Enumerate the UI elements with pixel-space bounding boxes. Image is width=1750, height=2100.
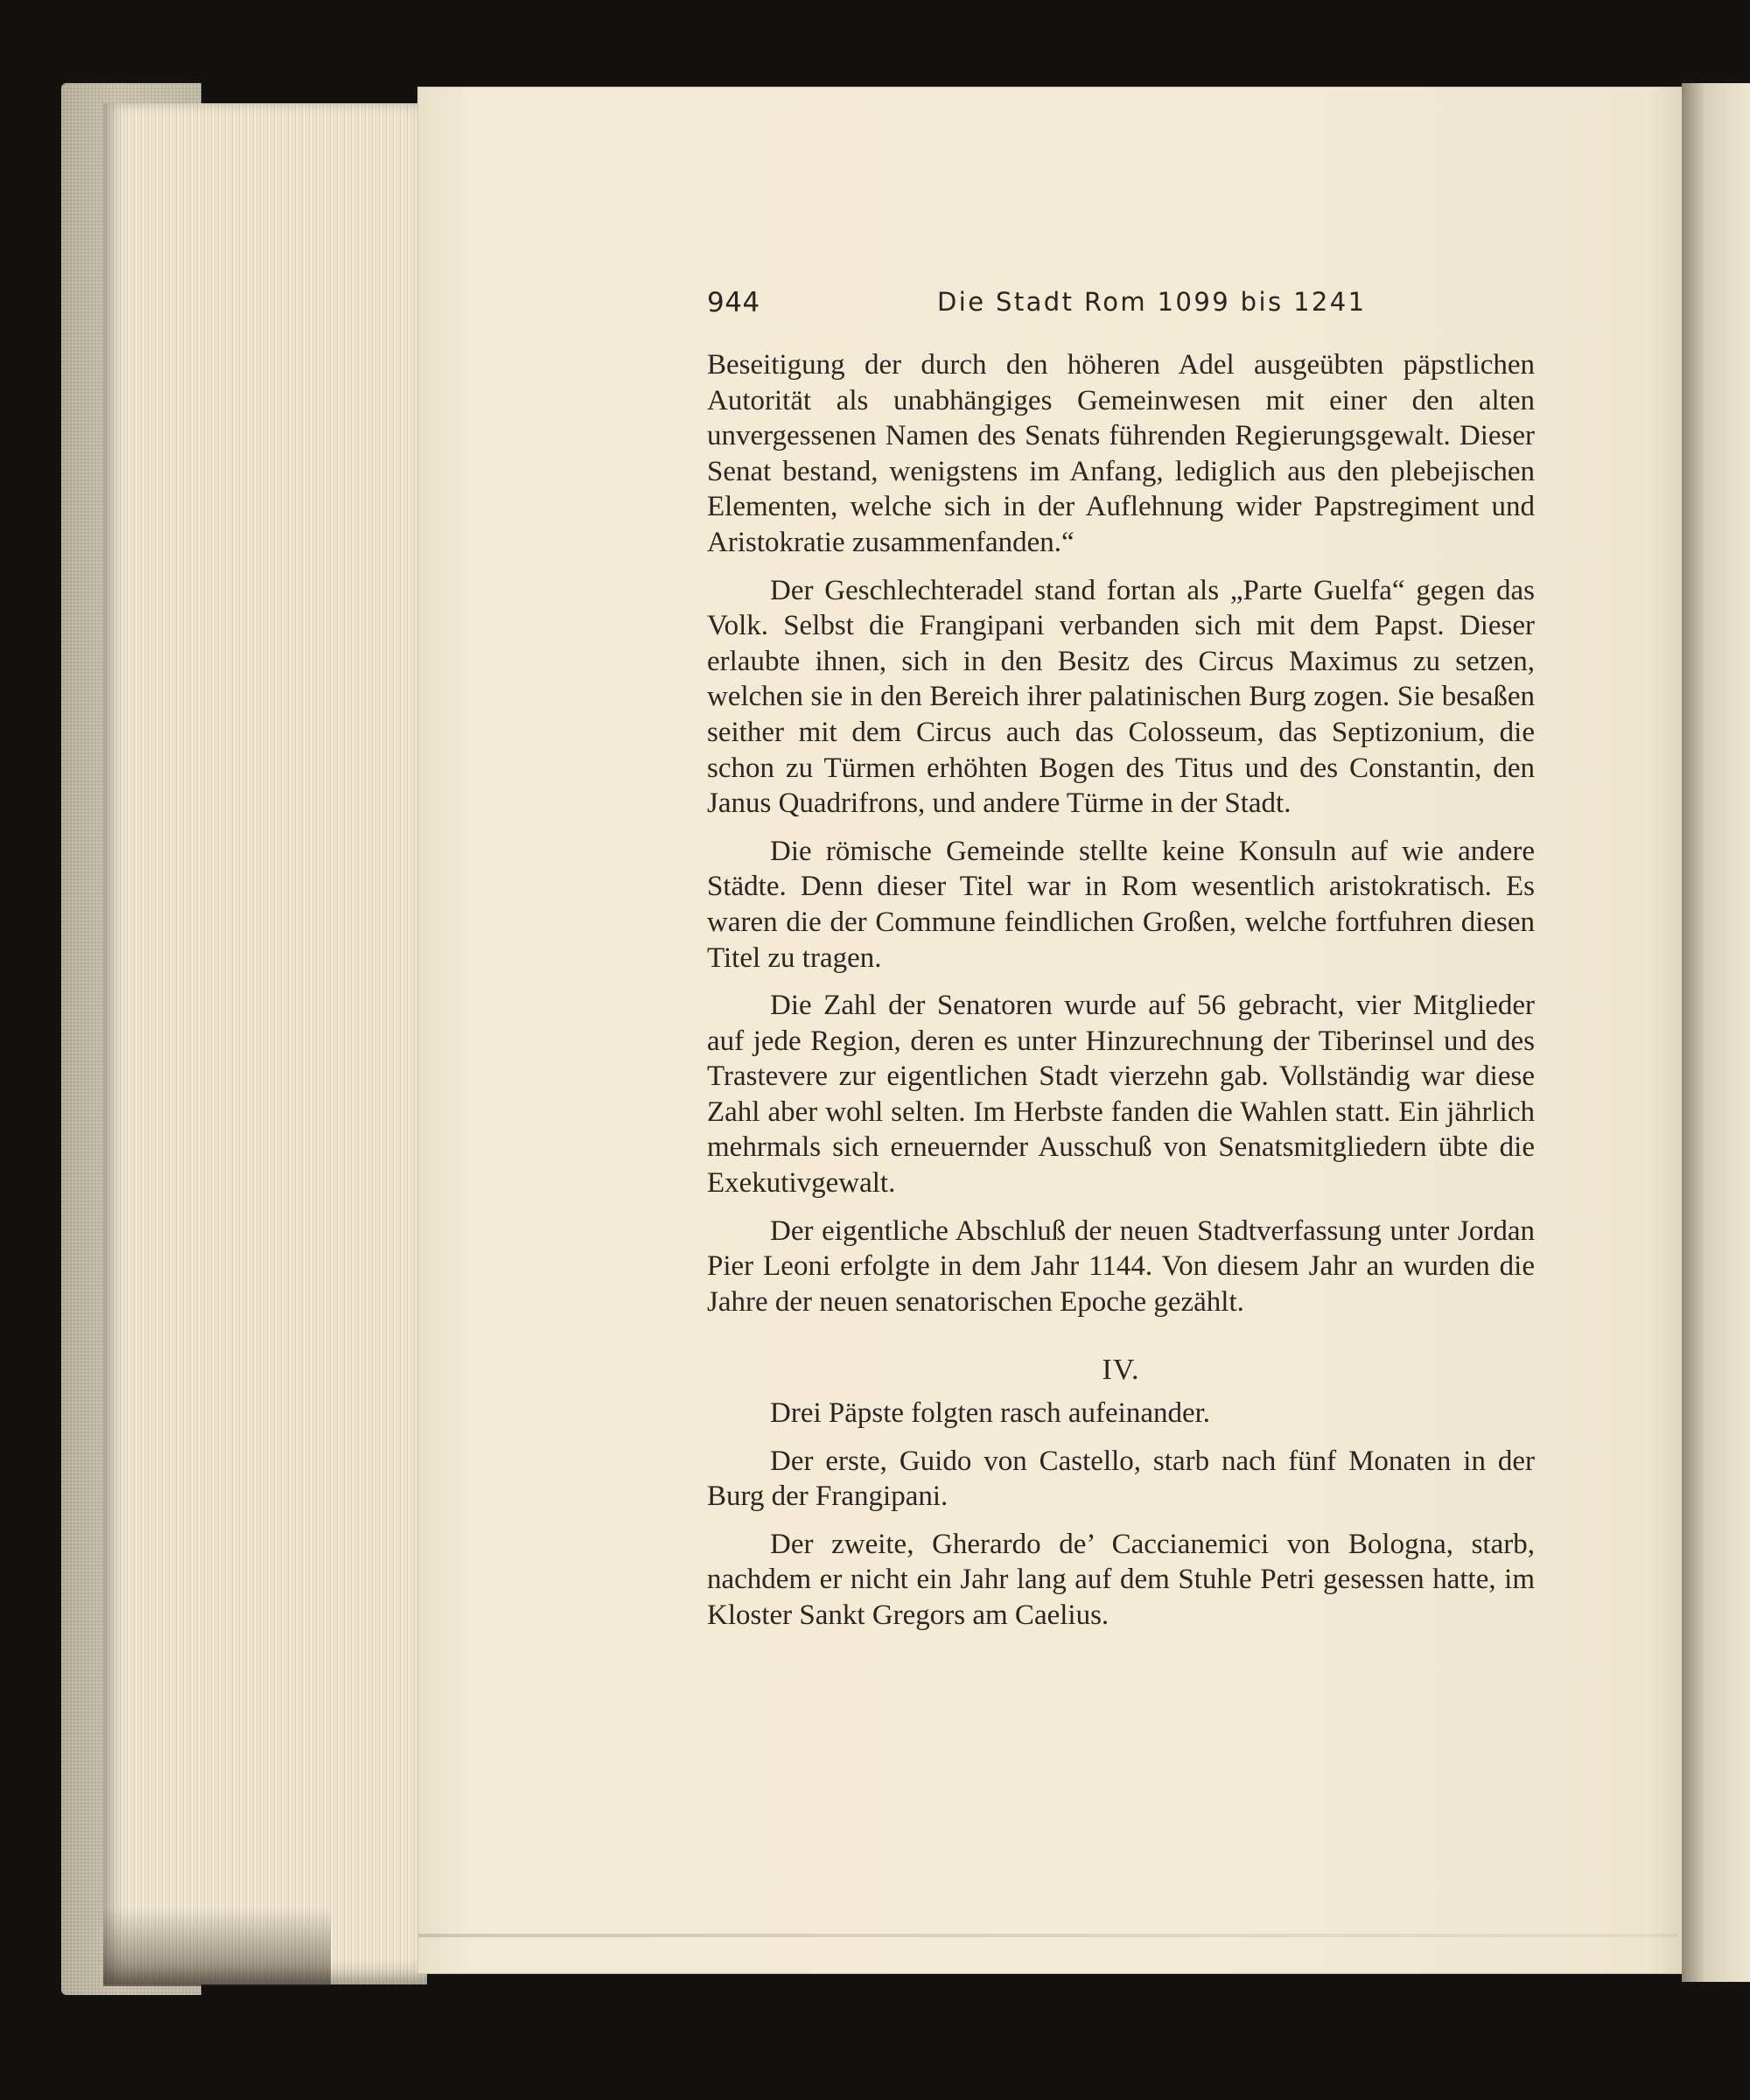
paragraph: Drei Päpste folgten rasch aufeinander.: [770, 1397, 1211, 1430]
paragraph: Der eigentliche Abschluß der neuen Stadtverfassung unter Jordan Pier Leoni erfolgte in dem Jahr 1144. Von diesem Jahr an wurden die Jahre der neuen senatorischen Epoche gezählt.: [707, 1214, 1535, 1318]
page-bottom-edge: [418, 1934, 1678, 1937]
paragraph: Beseitigung der durch den höheren Adel ausgeübten päpstlichen Autorität als unabhängiges Gemeinwesen mit einer den alten unvergessenen Namen des Senats führenden Regierungsgewalt. Dieser Senat bestand, wenigstens im Anfang, lediglich aus den plebejischen Elementen, welche sich in der Auflehnung wider Papstregiment und Aristokratie zusammenfanden.“: [707, 349, 1535, 558]
section-heading: IV.: [1102, 1354, 1140, 1387]
paragraph: Die römische Gemeinde stellte keine Konsuln auf wie andere Städte. Denn dieser Titel war in Rom wesentlich aristokratisch. Es waren die der Commune feindlichen Großen, welche fortfuhren diesen Titel zu tragen.: [707, 835, 1535, 974]
running-title: Die Stadt Rom 1099 bis 1241: [937, 287, 1367, 317]
paragraph: Der zweite, Gherardo de’ Caccianemici von Bologna, starb, nachdem er nicht ein Jahr lang auf dem Stuhle Petri gesessen hatte, im Kloster Sankt Gregors am Caelius.: [707, 1528, 1535, 1631]
page-edges: [103, 103, 427, 1984]
page-edges-shadow: [103, 1908, 331, 1986]
paragraph: Der erste, Guido von Castello, starb nach fünf Monaten in der Burg der Frangipani.: [707, 1445, 1535, 1513]
next-page-edge: [1682, 83, 1750, 1982]
paragraph: Die Zahl der Senatoren wurde auf 56 gebracht, vier Mitglieder auf jede Region, deren es unter Hinzurechnung der Tiberinsel und des Trastevere zur eigentlichen Stadt vierzehn gab. Vollständig war diese Zahl aber wohl selten. Im Herbste fanden die Wahlen statt. Ein jährlich mehrmals sich erneuernder Ausschuß von Senatsmitgliedern übte die Exekutivgewalt.: [707, 990, 1535, 1200]
paragraph: Der Geschlechteradel stand fortan als „Parte Guelfa“ gegen das Volk. Selbst die Frangipani verbanden sich mit dem Papst. Dieser erlaubte ihnen, sich in den Besitz des Circus Maximus zu setzen, welchen sie in den Bereich ihrer palatinischen Burg zogen. Sie besaßen seither mit dem Circus auch das Colosseum, das Septizonium, die schon zu Türmen erhöhten Bogen des Titus und des Constantin, den Janus Quadrifrons, und andere Türme in der Stadt.: [707, 574, 1535, 820]
page-number: 944: [707, 287, 760, 318]
page-body: [707, 347, 1535, 1646]
page-header: [707, 287, 1535, 331]
